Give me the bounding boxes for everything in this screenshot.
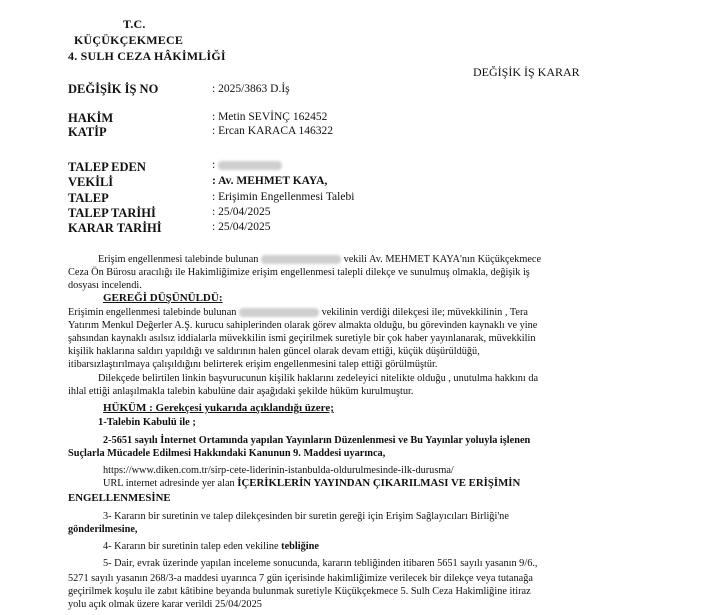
value-karar-tarihi: : 25/04/2025 (212, 221, 271, 233)
label-talep-tarihi: TALEP TARİHİ (68, 206, 156, 220)
header-court: 4. SULH CEZA HÂKİMLİĞİ (68, 49, 226, 63)
hukum-item-5-line-4: yolu açık olmak üzere karar verildi 25/04/2025 (68, 599, 262, 610)
header-district: KÜÇÜKÇEKMECE (74, 33, 184, 47)
intro-line-3: dosyası incelendi. (68, 280, 142, 291)
label-karar-tarihi: KARAR TARİHİ (68, 221, 162, 235)
label-hakim: HAKİM (68, 111, 114, 125)
geregi-line-4: kişilik haklarına saldırı yapıldığı ve saldırının halen güncel olarak devam ettiği, küçük düşürüldüğü, (68, 346, 480, 357)
geregi-line-2: Yatırım Menkul Değerler A.Ş. kurucu sahiplerinden olarak görev almakta olduğu, bu görevinden kaynaklı ve yine (68, 320, 538, 331)
redacted-name (218, 161, 282, 170)
label-degisik-is-no: DEĞİŞİK İŞ NO (68, 82, 159, 96)
label-talep: TALEP (68, 191, 109, 205)
document-type: DEĞİŞİK İŞ KARAR (473, 65, 580, 79)
intro-line-1: Erişim engellenmesi talebinde bulunan vekili Av. MEHMET KAYA'nın Küçükçekmece (98, 254, 542, 265)
hukum-item-3: 3- Kararın bir suretinin ve talep dilekçesinden bir suretin gereği için Erişim Sağlayıcıları Birliği'ne (103, 511, 509, 522)
value-hakim: : Metin SEVİNÇ 162452 (212, 111, 328, 123)
value-katip: : Ercan KARACA 146322 (212, 125, 334, 137)
value-talep-tarihi: : 25/04/2025 (212, 206, 271, 218)
value-degisik-is-no: : 2025/3863 D.İş (212, 83, 290, 95)
geregi-heading: GEREĞİ DÜŞÜNÜLDÜ: (103, 292, 223, 304)
url-line-continued: ENGELLENMESİNE (68, 492, 171, 504)
label-katip: KATİP (68, 125, 107, 139)
hukum-item-5-line-2: 5271 sayılı yasanın 268/3-a maddesi uyarınca 7 gün içerisinde hakimliğimize verilecek bir dilekçe veya tutanağa (68, 573, 533, 584)
geregi-line-5: itibarsızlaştırılmaya çalışıldığını belirterek erişim engellenmesini talep ettiği görülmüştür. (68, 359, 438, 370)
hukum-item-3-continued: gönderilmesine, (68, 524, 138, 535)
hukum-item-1: 1-Talebin Kabulü ile ; (98, 417, 196, 428)
url-line: URL internet adresinde yer alan İÇERİKLERİN YAYINDAN ÇIKARILMASI VE ERİŞİMİN (103, 477, 521, 489)
geregi-line-7: ihlal ettiği anlaşılmakla talebin kabulüne dair aşağıdaki şekilde hüküm kurulmuştur. (68, 386, 414, 397)
label-talep-eden: TALEP EDEN (68, 160, 146, 174)
header-tc: T.C. (123, 17, 146, 31)
geregi-line-3: şahsından kaynaklı asılsız iddialarla müvekkilin ismi geçirilmek suretiyle bir çok haber yayınlanarak, müvekkilin (68, 333, 536, 344)
hukum-item-2-line-2: Suçlarla Mücadele Edilmesi Hakkındaki Kanunun 9. Maddesi uyarınca, (68, 448, 386, 459)
value-talep-eden: : (212, 159, 282, 171)
redacted-name (261, 255, 341, 264)
value-talep: : Erişimin Engellenmesi Talebi (212, 191, 355, 203)
hukum-item-5-line-1: 5- Dair, evrak üzerinde yapılan inceleme sonucunda, kararın tebliğinden itibaren 5651 sayılı yasanın 9/6., (103, 558, 538, 569)
geregi-line-6: Dilekçede belirtilen linkin başvurucunun kişilik haklarını zedeleyici nitelikte olduğu , unutulma hakkını da (98, 373, 539, 384)
hukum-item-2-line-1: 2-5651 sayılı İnternet Ortamında yapılan Yayınların Düzenlenmesi ve Bu Yayınlar yoluyla işlenen (103, 435, 531, 446)
hukum-item-5-line-3: geçirilmek koşulu ile zabıt kâtibine beyanda bulunmak suretiyle Küçükçekmece 5. Sulh Ceza Hakimliğine itiraz (68, 586, 531, 597)
label-vekili: VEKİLİ (68, 175, 114, 189)
value-vekili: : Av. MEHMET KAYA, (212, 175, 328, 187)
hukum-item-4: 4- Kararın bir suretinin talep eden vekiline tebliğine (103, 541, 319, 552)
geregi-line-1: Erişimin engellenmesi talebinde bulunan vekilinin verdiği dilekçesi ile; müvekkilinin , Tera (68, 307, 529, 318)
target-url: https://www.diken.com.tr/sirp-cete-liderinin-istanbulda-oldurulmesinde-ilk-durusma/ (103, 465, 454, 476)
redacted-name (239, 308, 319, 317)
intro-line-2: Ceza Ön Bürosu aracılığı ile Hakimliğimize erişim engellenmesi talepli dilekçe ve sunulmuş olmakla, değişik iş (68, 267, 530, 278)
hukum-heading: HÜKÜM : Gerekçesi yukarıda açıklandığı üzere; (103, 402, 334, 414)
